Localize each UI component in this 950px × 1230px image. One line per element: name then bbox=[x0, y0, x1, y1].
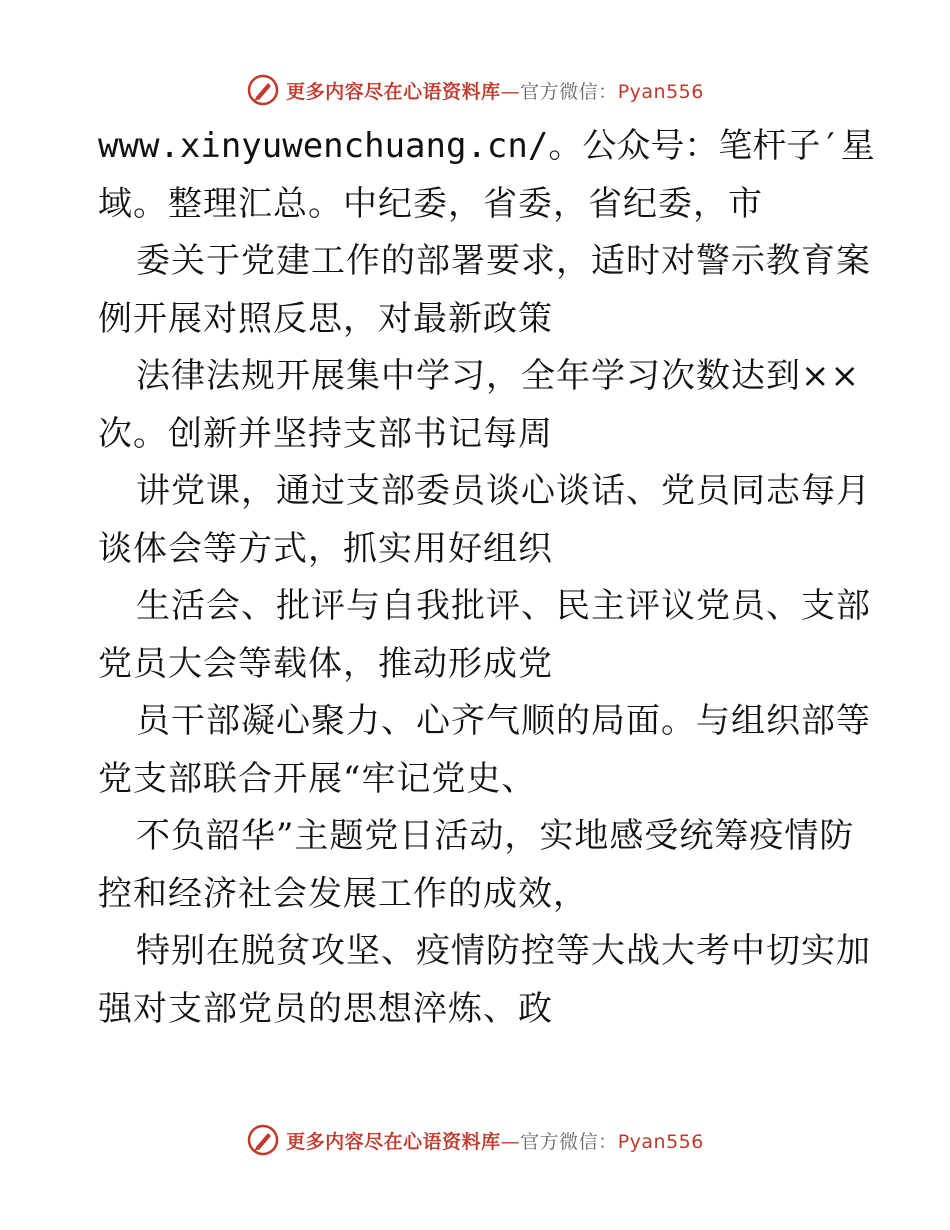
header-banner-account: Pyan556 bbox=[617, 80, 704, 103]
header-banner-inner bbox=[246, 73, 704, 107]
footer-banner-wx: 官方微信： bbox=[520, 1130, 618, 1153]
body-line-7: 讲党课，通过支部委员谈心谈话、党员同志每月 bbox=[136, 471, 871, 511]
body-line-13: 不负韶华”主题党日活动，实地感受统筹疫情防 bbox=[136, 816, 855, 856]
pen-nib-logo-icon bbox=[246, 73, 280, 107]
header-banner-wx: 官方微信： bbox=[520, 80, 618, 103]
body-line-15: 特别在脱贫攻坚、疫情防控等大战大考中切实加 bbox=[136, 931, 871, 971]
body-line-3: 委关于党建工作的部署要求，适时对警示教育案 bbox=[136, 241, 871, 281]
footer-banner-text bbox=[286, 1127, 704, 1154]
body-line-12: 党支部联合开展“牢记党史、 bbox=[98, 758, 537, 799]
body-line-2: 域。整理汇总。中纪委，省委，省纪委，市 bbox=[98, 183, 763, 224]
footer-banner-account: Pyan556 bbox=[617, 1130, 704, 1153]
header-banner bbox=[0, 70, 950, 110]
header-banner-text bbox=[286, 77, 704, 104]
header-banner-main: 更多内容尽在心语资料库 bbox=[286, 80, 501, 103]
body-line-6: 次。创新并坚持支部书记每周 bbox=[98, 413, 553, 454]
footer-banner-inner bbox=[246, 1123, 704, 1157]
footer-banner bbox=[0, 1120, 950, 1160]
body-line-14: 控和经济社会发展工作的成效， bbox=[98, 873, 588, 914]
body-line-11: 员干部凝心聚力、心齐气顺的局面。与组织部等 bbox=[136, 701, 871, 741]
body-line-9: 生活会、批评与自我批评、民主评议党员、支部 bbox=[136, 586, 871, 626]
body-line-16: 强对支部党员的思想淬炼、政 bbox=[98, 988, 553, 1029]
body-line-10: 党员大会等载体，推动形成党 bbox=[98, 643, 553, 684]
header-banner-sep: — bbox=[500, 80, 521, 103]
footer-banner-main: 更多内容尽在心语资料库 bbox=[286, 1130, 501, 1153]
body-line-8: 谈体会等方式，抓实用好组织 bbox=[98, 528, 553, 569]
body-line-1: www.xinyuwenchuang.cn/。公众号：笔杆子′星 bbox=[98, 126, 875, 166]
document-body bbox=[98, 118, 875, 1038]
pen-nib-logo-icon bbox=[246, 1123, 280, 1157]
footer-banner-sep: — bbox=[500, 1130, 521, 1153]
body-line-4: 例开展对照反思，对最新政策 bbox=[98, 298, 553, 339]
body-line-5: 法律法规开展集中学习，全年学习次数达到×× bbox=[136, 356, 860, 396]
